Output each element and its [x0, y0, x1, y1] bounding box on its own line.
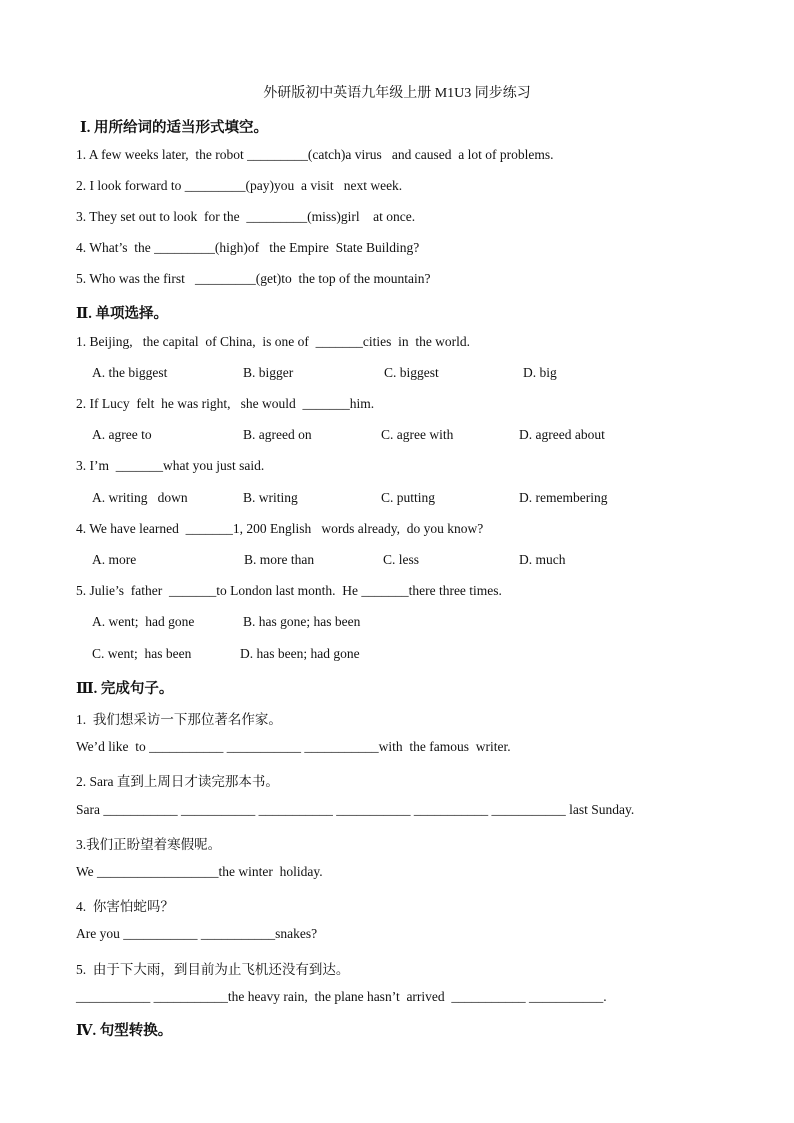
section-1-heading: Ⅰ. 用所给词的适当形式填空。: [80, 120, 269, 136]
mc-option: C. putting: [381, 490, 436, 505]
chinese-prompt: 3.我们正盼望着寒假呢。: [76, 837, 222, 852]
fill-blank-item: 4. What’s the _________(high)of the Empire State Building?: [76, 240, 420, 255]
fill-blank-item: 2. I look forward to _________(pay)you a visit next week.: [76, 178, 403, 193]
mc-question: 3. I’m _______what you just said.: [76, 458, 265, 473]
english-blank-line: We’d like to ___________ ___________ ___________with the famous writer.: [76, 739, 511, 754]
fill-blank-item: 5. Who was the first _________(get)to the top of the mountain?: [76, 271, 431, 286]
mc-option: D. remembering: [519, 490, 608, 505]
chinese-prompt: 4. 你害怕蛇吗？: [76, 899, 174, 914]
mc-option: D. big: [523, 365, 557, 380]
chinese-prompt: 1. 我们想采访一下那位著名作家。: [76, 712, 282, 727]
mc-option: A. writing down: [92, 490, 188, 505]
mc-option: C. biggest: [384, 365, 439, 380]
mc-option: C. less: [383, 552, 420, 567]
mc-option: B. bigger: [243, 365, 294, 380]
english-blank-line: Are you ___________ ___________snakes?: [76, 926, 318, 941]
english-blank-line: ___________ ___________the heavy rain, the plane hasn’t arrived ___________ ___________.: [76, 989, 607, 1004]
mc-option: B. more than: [244, 552, 315, 567]
mc-option: A. the biggest: [92, 365, 168, 380]
mc-option: C. went; has been: [92, 646, 192, 661]
mc-option: A. agree to: [92, 427, 152, 442]
mc-option: D. agreed about: [519, 427, 605, 442]
section-2-heading: Ⅱ. 单项选择。: [76, 306, 168, 322]
mc-option: B. agreed on: [243, 427, 312, 442]
chinese-prompt: 2. Sara 直到上周日才读完那本书。: [76, 774, 279, 789]
mc-option: B. writing: [243, 490, 298, 505]
fill-blank-item: 1. A few weeks later, the robot _________(catch)a virus and caused a lot of problems.: [76, 147, 554, 162]
mc-question: 4. We have learned _______1, 200 English words already, do you know?: [76, 521, 484, 536]
mc-option: C. agree with: [381, 427, 454, 442]
english-blank-line: We __________________the winter holiday.: [76, 864, 323, 879]
section-4-heading: Ⅳ. 句型转换。: [76, 1023, 173, 1039]
mc-option: D. much: [519, 552, 566, 567]
chinese-prompt: 5. 由于下大雨，到目前为止飞机还没有到达。: [76, 962, 350, 977]
mc-question: 2. If Lucy felt he was right, she would _______him.: [76, 396, 375, 411]
mc-question: 5. Julie’s father _______to London last month. He _______there three times.: [76, 583, 502, 598]
mc-question: 1. Beijing, the capital of China, is one of _______cities in the world.: [76, 334, 471, 349]
page-title: 外研版初中英语九年级上册 M1U3 同步练习: [263, 86, 531, 101]
mc-option: D. has been; had gone: [240, 646, 360, 661]
section-3-heading: Ⅲ. 完成句子。: [76, 681, 174, 697]
fill-blank-item: 3. They set out to look for the _________(miss)girl at once.: [76, 209, 416, 224]
english-blank-line: Sara ___________ ___________ ___________ ___________ ___________ ___________ last Sunday.: [76, 802, 635, 817]
mc-option: B. has gone; has been: [243, 614, 361, 629]
mc-option: A. went; had gone: [92, 614, 195, 629]
mc-option: A. more: [92, 552, 137, 567]
